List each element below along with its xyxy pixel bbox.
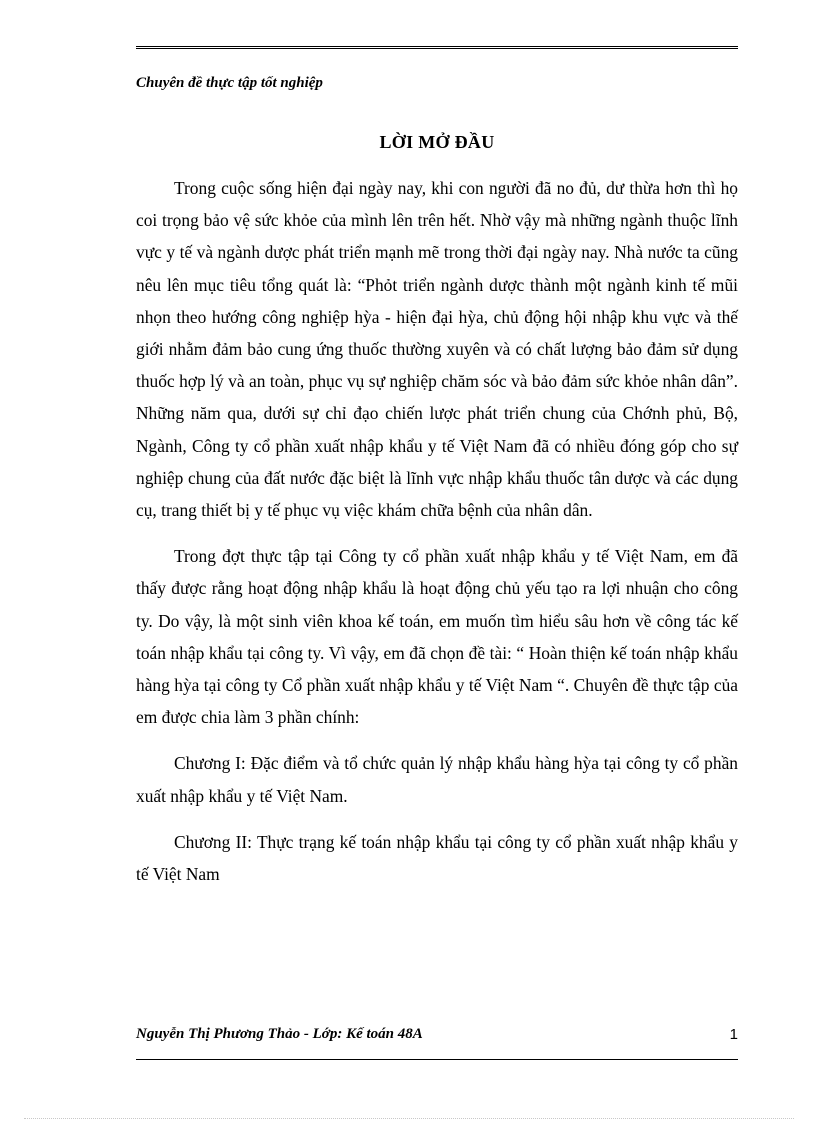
body-text: [136, 172, 738, 890]
paragraph-intro: Trong cuộc sống hiện đại ngày nay, khi con người đã no đủ, dư thừa hơn thì họ coi trọng bảo vệ sức khỏe của mình lên trên hết. Nhờ vậy mà những ngành thuộc lĩnh vực y tế và ngành dược phát triển mạnh mẽ trong thời đại ngày nay. Nhà nước ta cũng nêu lên mục tiêu tổng quát là: “Phỏt triển ngành dược thành một ngành kinh tế mũi nhọn theo hướng công nghiệp hỳa - hiện đại hỳa, chủ động hội nhập khu vực và thế giới nhằm đảm bảo cung ứng thuốc thường xuyên và có chất lượng bảo đảm sử dụng thuốc hợp lý và an toàn, phục vụ sự nghiệp chăm sóc và bảo đảm sức khỏe nhân dân”. Những năm qua, dưới sự chỉ đạo chiến lược phát triển chung của Chớnh phủ, Bộ, Ngành, Công ty cổ phần xuất nhập khẩu y tế Việt Nam đã có nhiều đóng góp cho sự nghiệp chung của đất nước đặc biệt là lĩnh vực nhập khẩu thuốc tân dược và các dụng cụ, trang thiết bị y tế phục vụ việc khám chữa bệnh của nhân dân.: [136, 178, 738, 521]
page-edge-divider: [24, 1118, 794, 1119]
page-number: 1: [729, 1026, 738, 1043]
running-footer-author: Nguyễn Thị Phương Thảo - Lớp: Kế toán 48A: [136, 1026, 423, 1042]
page-title: LỜI MỞ ĐẦU: [379, 132, 495, 152]
header-double-rule: [136, 46, 738, 49]
paragraph-chapter-1: Chương I: Đặc điểm và tổ chức quản lý nhập khẩu hàng hỳa tại công ty cổ phần xuất nhập khẩu y tế Việt Nam.: [136, 753, 738, 806]
paragraph-chapter-2: Chương II: Thực trạng kế toán nhập khẩu tại công ty cổ phần xuất nhập khẩu y tế Việt Nam: [136, 831, 738, 885]
paragraph-topic: Trong đợt thực tập tại Công ty cổ phần xuất nhập khẩu y tế Việt Nam, em đã thấy được rằng hoạt động nhập khẩu là hoạt động chủ yếu tạo ra lợi nhuận cho công ty. Do vậy, là một sinh viên khoa kế toán, em muốn tìm hiểu sâu hơn về công tác kế toán nhập khẩu tại công ty. Vì vậy, em đã chọn đề tài: “ Hoàn thiện kế toán nhập khẩu hàng hỳa tại công ty Cổ phần xuất nhập khẩu y tế Việt Nam “. Chuyên đề thực tập của em được chia làm 3 phần chính:: [136, 546, 738, 728]
running-header: Chuyên đề thực tập tốt nghiệp: [136, 75, 323, 91]
footer-rule: [136, 1059, 738, 1060]
